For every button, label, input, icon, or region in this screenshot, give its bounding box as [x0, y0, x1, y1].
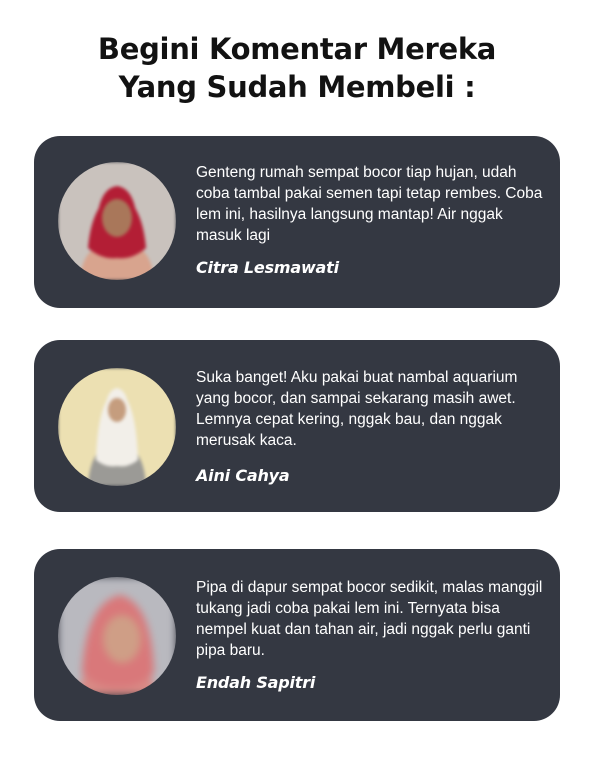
testimonial-card	[34, 549, 560, 721]
testimonial-text: Suka banget! Aku pakai buat nambal aquarium yang bocor, dan sampai sekarang masih awet. Lemnya cepat kering, nggak bau, dan nggak merusak kaca.	[196, 369, 518, 449]
testimonial-card	[34, 136, 560, 308]
person-photo-icon	[58, 577, 176, 695]
avatar	[58, 368, 176, 486]
page-heading	[0, 30, 594, 106]
avatar	[58, 162, 176, 280]
testimonial-card	[34, 340, 560, 512]
testimonial-author: Endah Sapitri	[196, 673, 316, 692]
testimonial-text: Pipa di dapur sempat bocor sedikit, malas manggil tukang jadi coba pakai lem ini. Ternyata bisa nempel kuat dan tahan air, jadi nggak perlu ganti pipa baru.	[196, 579, 543, 659]
testimonial-author: Aini Cahya	[196, 466, 290, 485]
heading-line-2: Yang Sudah Membeli :	[118, 70, 476, 104]
heading-line-1: Begini Komentar Mereka	[97, 32, 497, 66]
testimonial-author: Citra Lesmawati	[196, 258, 339, 277]
avatar	[58, 577, 176, 695]
person-photo-icon	[58, 368, 176, 486]
person-photo-icon	[58, 162, 176, 280]
testimonial-text: Genteng rumah sempat bocor tiap hujan, udah coba tambal pakai semen tapi tetap rembes. Coba lem ini, hasilnya langsung mantap! Air nggak masuk lagi	[196, 164, 543, 244]
